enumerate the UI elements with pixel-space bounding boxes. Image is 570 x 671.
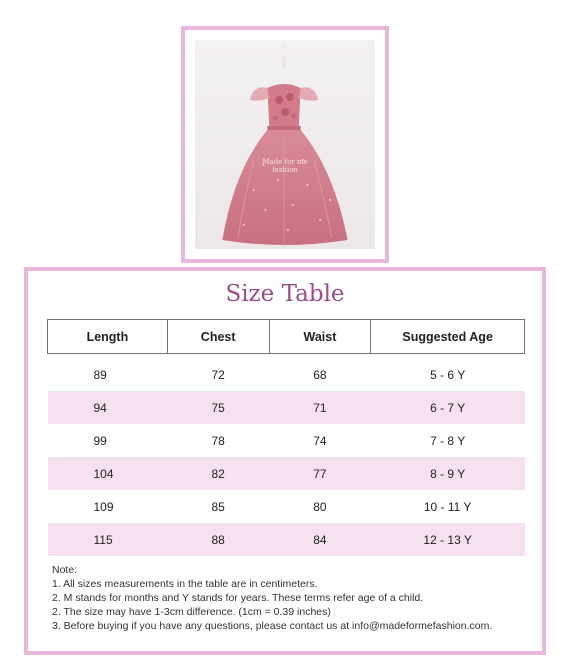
dress-skirt <box>222 130 347 245</box>
cell-chest: 85 <box>211 499 225 514</box>
cell-length: 94 <box>48 391 168 424</box>
column-header-waist: Waist <box>269 320 371 354</box>
cell-age: 5 - 6 Y <box>430 367 466 382</box>
column-header-length: Length <box>48 320 168 354</box>
cell-waist: 84 <box>269 523 371 556</box>
cell-age: 6 - 7 Y <box>371 391 525 424</box>
dress-photo <box>195 40 375 249</box>
notes <box>52 563 492 633</box>
column-header-chest: Chest <box>167 320 269 354</box>
cell-chest: 88 <box>167 523 269 556</box>
cell-chest: 75 <box>167 391 269 424</box>
right-sleeve <box>299 87 319 100</box>
left-sleeve <box>250 87 270 100</box>
cell-length: 109 <box>93 499 114 514</box>
cell-length: 89 <box>93 367 107 382</box>
cell-waist: 71 <box>269 391 371 424</box>
watermark-line1: Made for me <box>262 158 308 166</box>
table-row <box>48 391 525 424</box>
cell-age: 12 - 13 Y <box>371 523 525 556</box>
product-photo-frame <box>181 26 389 263</box>
size-table <box>47 319 525 556</box>
table-row <box>48 490 525 523</box>
cell-age: 10 - 11 Y <box>423 499 472 514</box>
note-line: 3. Before buying if you have any questions, please contact us at info@madeformefashion.com. <box>52 620 493 632</box>
cell-chest: 78 <box>211 433 225 448</box>
cell-waist: 77 <box>269 457 371 490</box>
cell-waist: 80 <box>313 499 327 514</box>
table-row <box>48 424 525 457</box>
cell-waist: 68 <box>313 367 327 382</box>
cell-age: 7 - 8 Y <box>430 433 466 448</box>
cell-age: 8 - 9 Y <box>371 457 525 490</box>
note-line: 2. The size may have 1-3cm difference. (1cm = 0.39 inches) <box>52 606 331 618</box>
table-header-row <box>48 320 525 354</box>
watermark-line2: fashion <box>272 166 298 174</box>
cell-length: 115 <box>48 523 168 556</box>
cell-length: 104 <box>48 457 168 490</box>
notes-heading: Note: <box>52 564 78 576</box>
table-row <box>48 358 525 391</box>
cell-waist: 74 <box>313 433 327 448</box>
size-table-card <box>24 267 546 655</box>
cell-length: 99 <box>93 433 107 448</box>
dress-bodice <box>267 84 300 130</box>
cell-chest: 72 <box>211 367 225 382</box>
size-table-title: Size Table <box>225 281 345 307</box>
column-header-suggested-age: Suggested Age <box>371 320 525 354</box>
table-row <box>48 457 525 490</box>
watermark <box>195 158 375 174</box>
dress-illustration <box>195 40 375 249</box>
note-line: 1. All sizes measurements in the table are in centimeters. <box>52 578 318 590</box>
table-row <box>48 523 525 556</box>
cell-chest: 82 <box>167 457 269 490</box>
note-line: 2. M stands for months and Y stands for years. These terms refer age of a child. <box>52 592 424 604</box>
